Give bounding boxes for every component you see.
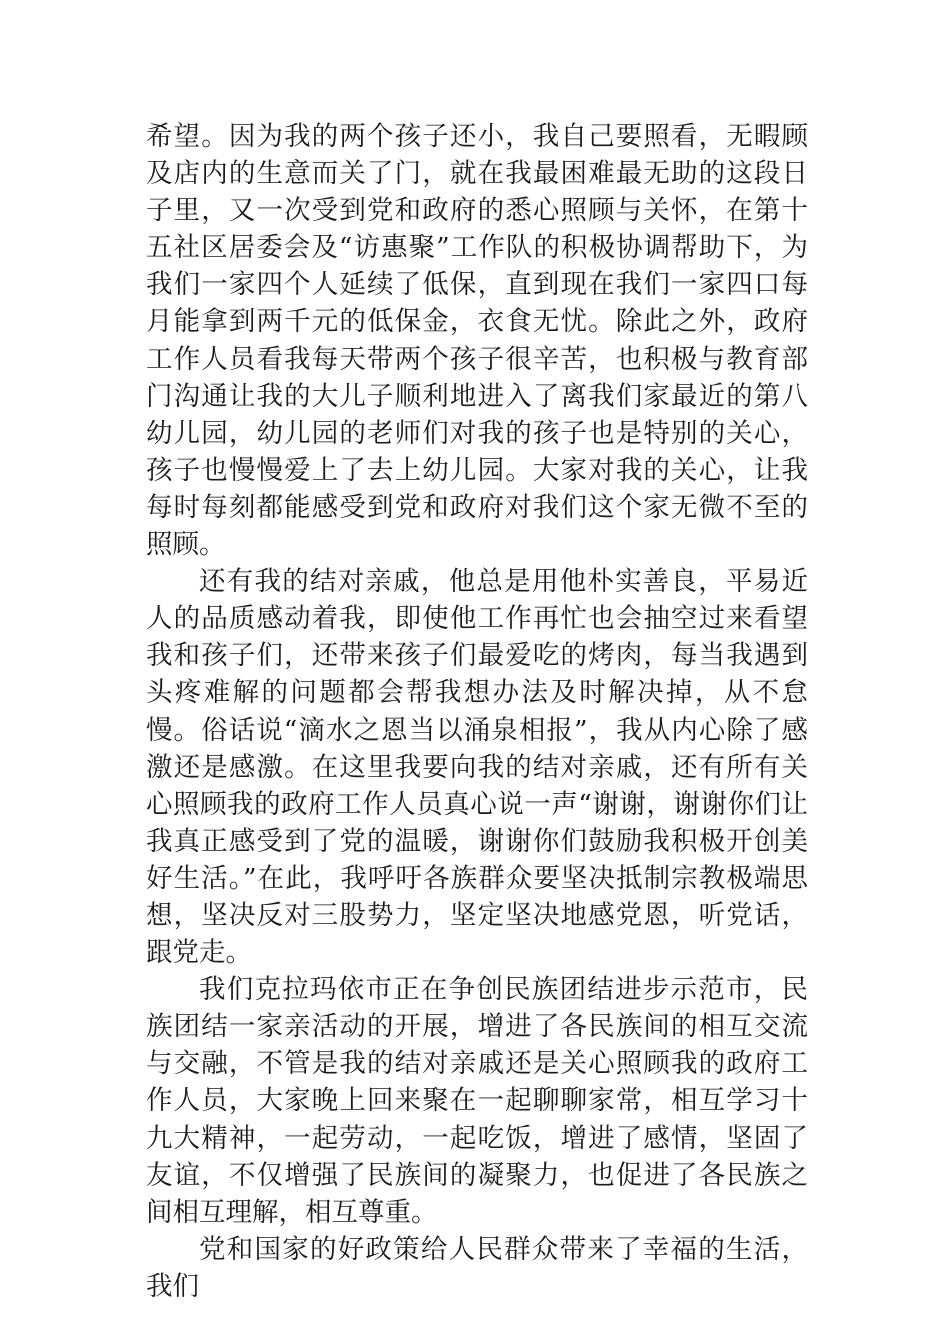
paragraph-policy: 党和国家的好政策给人民群众带来了幸福的生活，我们 [146, 1233, 808, 1302]
paragraph-continuation: 希望。因为我的两个孩子还小，我自己要照看，无暇顾及店内的生意而关了门，就在我最困难最无助的这段日子里，又一次受到党和政府的悉心照顾与关怀，在第十五社区居委会及“访惠聚”工作队的积极协调帮助下，为我们一家四个人延续了低保，直到现在我们一家四口每月能拿到两千元的低保金，衣食无忧。除此之外，政府工作人员看我每天带两个孩子很辛苦，也积极与教育部门沟通让我的大儿子顺利地进入了离我们家最近的第八幼儿园，幼儿园的老师们对我的孩子也是特别的关心，孩子也慢慢爱上了去上幼儿园。大家对我的关心，让我每时每刻都能感受到党和政府对我们这个家无微不至的照顾。 [146, 121, 808, 561]
paragraph-relative: 还有我的结对亲戚，他总是用他朴实善良，平易近人的品质感动着我，即使他工作再忙也会抽空过来看望我和孩子们，还带来孩子们最爱吃的烤肉，每当我遇到头疼难解的问题都会帮我想办法及时解决掉，从不怠慢。俗话说“滴水之恩当以涌泉相报”，我从内心除了感激还是感激。在这里我要向我的结对亲戚，还有所有关心照顾我的政府工作人员真心说一声“谢谢，谢谢你们让我真正感受到了党的温暖，谢谢你们鼓励我积极开创美好生活。”在此，我呼吁各族群众要坚决抵制宗教极端思想，坚决反对三股势力，坚定坚决地感党恩，听党话，跟党走。 [146, 566, 808, 969]
paragraph-unity: 我们克拉玛依市正在争创民族团结进步示范市，民族团结一家亲活动的开展，增进了各民族间的相互交流与交融，不管是我的结对亲戚还是关心照顾我的政府工作人员，大家晚上回来聚在一起聊聊家常，相互学习十九大精神，一起劳动，一起吃饭，增进了感情，坚固了友谊，不仅增强了民族间的凝聚力，也促进了各民族之间相互理解，相互尊重。 [146, 974, 808, 1228]
document-body [146, 118, 808, 1305]
